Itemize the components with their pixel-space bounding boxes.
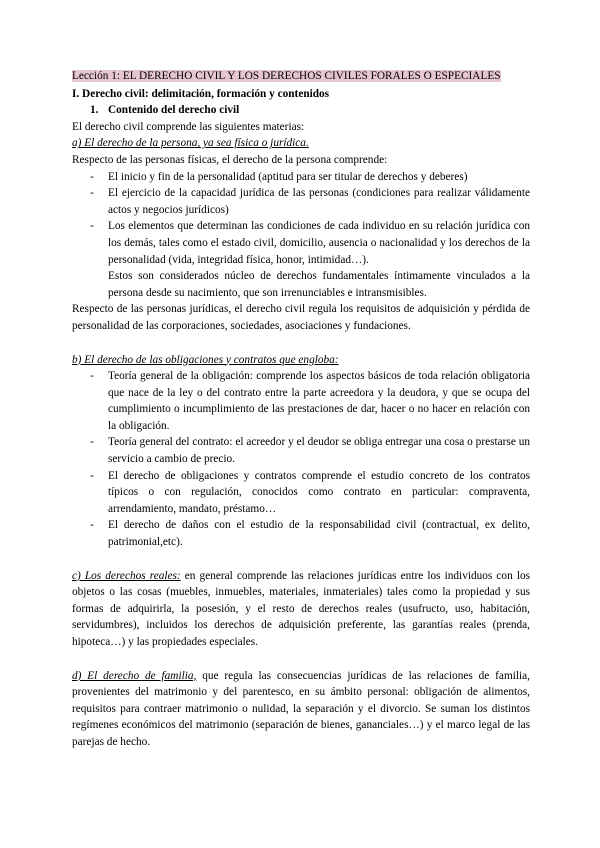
spacer [72, 651, 530, 668]
subsection-heading [72, 102, 530, 119]
spacer [72, 551, 530, 568]
a-lead: Respecto de las personas físicas, el derecho de la persona comprende: [72, 153, 388, 166]
list-b [72, 368, 530, 551]
a-closing: Respecto de las personas jurídicas, el derecho civil regula los requisitos de adquisición y pérdida de personalidad de las corporaciones, sociedades, asociaciones y fundaciones. [72, 303, 530, 332]
subsection-label: Contenido del derecho civil [108, 104, 240, 117]
a-continuation: Estos son considerados núcleo de derechos fundamentales íntimamente vinculados a la persona desde su nacimiento, que son irrenunciables e intransmisibles. [108, 270, 530, 299]
c-text: en general comprende las relaciones jurídicas entre los individuos con los objetos o las cosas (muebles, inmuebles, materiales, inmateriales) tales como la propiedad y sus formas de adquirirla, la posesión, y el resto de derechos reales (usufructo, uso, habitación, servidumbres), incluidos los derechos de adquisición preferente, las garantías reales (prenda, hipoteca…) y las propiedades especiales. [72, 569, 530, 648]
d-text: que regula las consecuencias jurídicas de las relaciones de familia, provenientes del matrimonio y del parentesco, en su ámbito personal: obligación de alimentos, requisitos para contraer matrimonio o nulidad, la separación y el divorcio. Se suman los distintos regímenes económicos del matrimonio (separación de bienes, gananciales…) y el marco legal de las parejas de hecho. [72, 669, 530, 748]
list-item: - El inicio y fin de la personalidad (aptitud para ser titular de derechos y deberes) [72, 169, 530, 186]
list-item: - El derecho de daños con el estudio de la responsabilidad civil (contractual, ex delito, patrimonial,etc). [72, 517, 530, 550]
paragraph-d [72, 668, 530, 751]
heading-a: a) El derecho de la persona, ya sea física o jurídica. [72, 137, 309, 150]
list-item: - Los elementos que determinan las condiciones de cada individuo en su relación jurídica con los demás, tales como el estado civil, domicilio, ausencia o nacionalidad y los derechos de la personalidad (vida, integridad física, honor, intimidad…). [72, 218, 530, 268]
list-a [72, 169, 530, 269]
list-item: - Teoría general del contrato: el acreedor y el deudor se obliga entregar una cosa o prestarse un servicio a cambio de precio. [72, 434, 530, 467]
paragraph-c [72, 568, 530, 651]
subsection-number: 1. [90, 104, 99, 117]
section-heading: I. Derecho civil: delimitación, formación y contenidos [72, 87, 330, 100]
list-item: - El ejercicio de la capacidad jurídica de las personas (condiciones para realizar válidamente actos y negocios jurídicos) [72, 185, 530, 218]
lesson-title: Lección 1: EL DERECHO CIVIL Y LOS DERECHOS CIVILES FORALES O ESPECIALES [72, 70, 501, 82]
list-item: - Teoría general de la obligación: comprende los aspectos básicos de toda relación obligatoria que nace de la ley o del contrato entre la parte acreedora y la deudora, y que se ocupa del cumplimiento o incumplimiento de las prestaciones de dar, hacer o no hacer en relación con la obligación. [72, 368, 530, 434]
document-page [72, 68, 530, 751]
heading-b: b) El derecho de las obligaciones y contratos que engloba: [72, 353, 339, 366]
list-item: - El derecho de obligaciones y contratos comprende el estudio concreto de los contratos típicos o con regulación, conocidos como contrato en particular: compraventa, arrendamiento, mandato, préstamo… [72, 468, 530, 518]
lesson-title-block [72, 68, 530, 85]
spacer [72, 335, 530, 352]
heading-d: d) El derecho de familia, [72, 669, 197, 682]
heading-c: c) Los derechos reales: [72, 569, 181, 582]
intro-text: El derecho civil comprende las siguientes materias: [72, 120, 305, 133]
